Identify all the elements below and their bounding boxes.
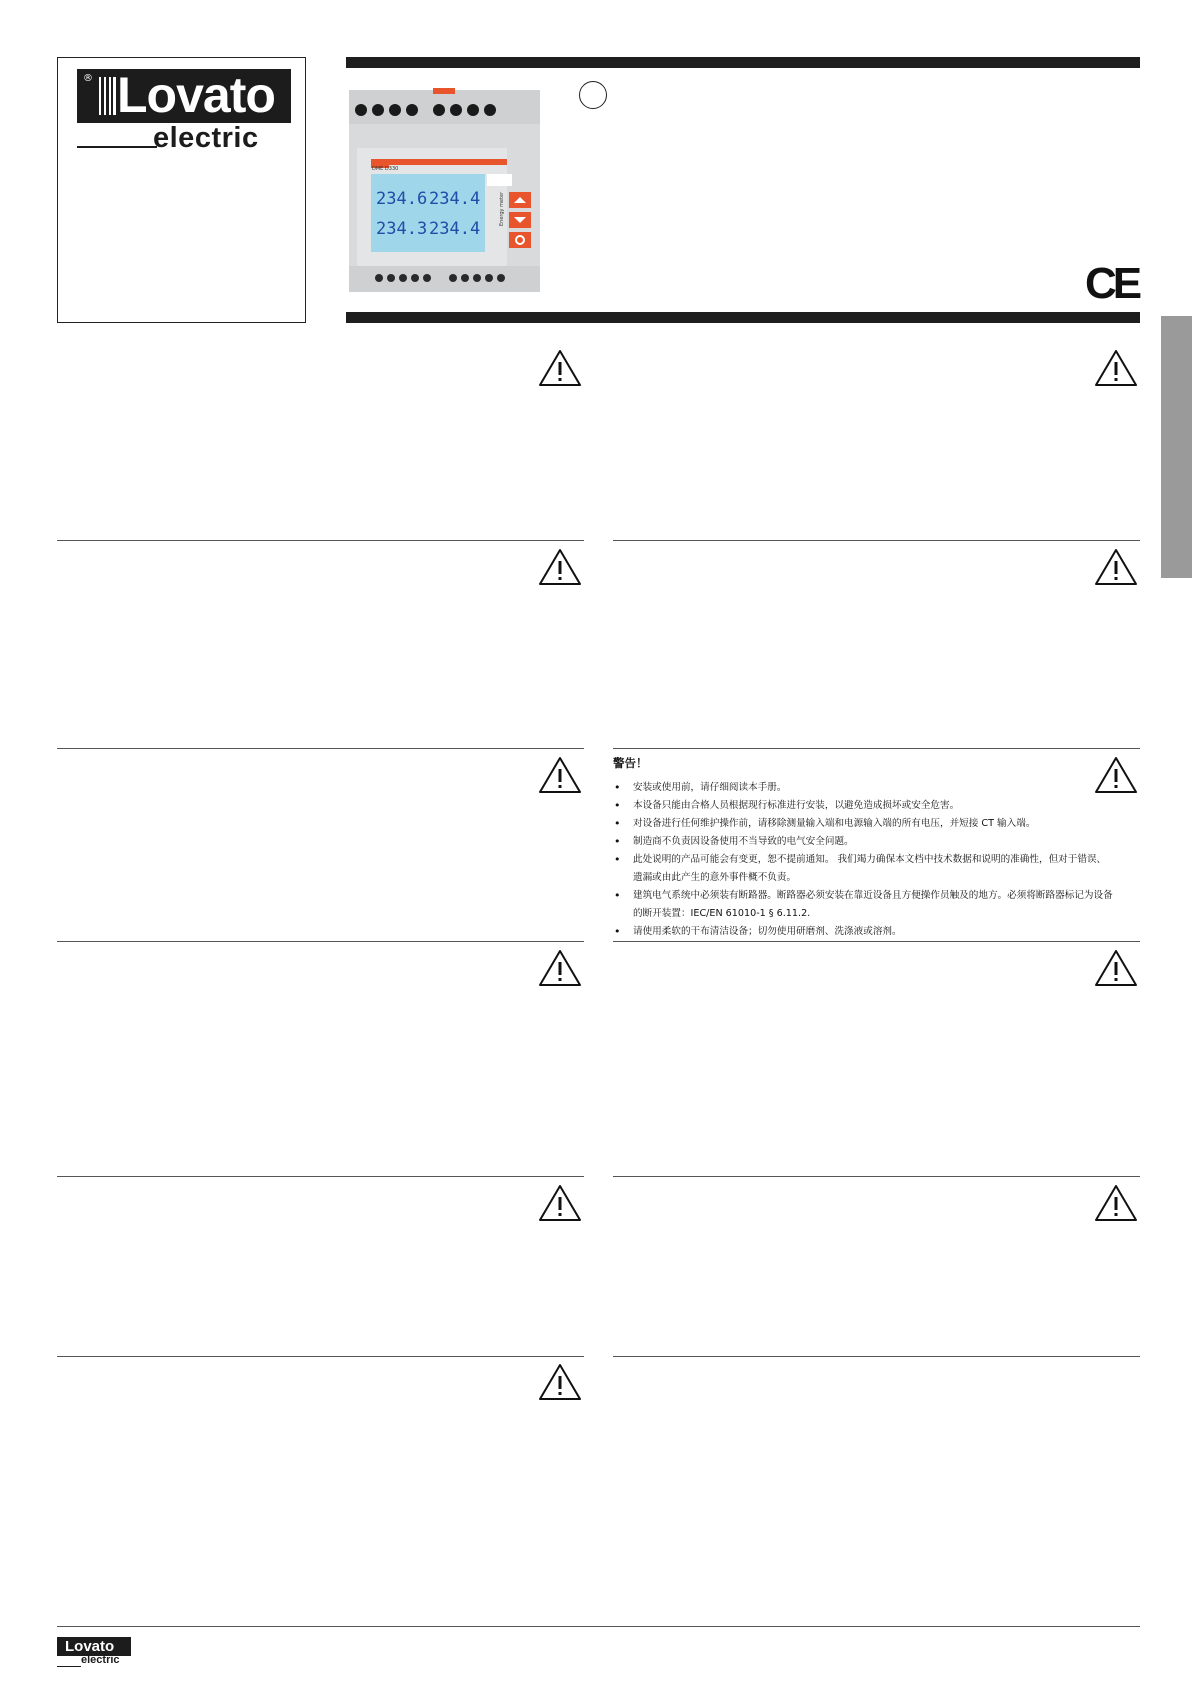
warning-item: • 安装或使用前，请仔细阅读本手册。 <box>613 779 1113 797</box>
footer-brand-name: Lovato <box>65 1638 115 1655</box>
logo-bars-icon <box>99 77 115 115</box>
brand-logo <box>77 69 291 123</box>
brand-sub: electric <box>153 122 259 154</box>
header-bottom-bar <box>346 312 1140 323</box>
display-reading-1: 234.6 <box>376 189 428 209</box>
warning-triangle-icon <box>1094 1184 1138 1222</box>
brand-logo-box <box>57 57 306 323</box>
warning-title: 警告！ <box>613 756 648 770</box>
section-divider <box>57 540 584 541</box>
section-divider <box>57 941 584 942</box>
section-divider <box>613 1176 1140 1177</box>
warning-item: • 此处说明的产品可能会有变更，恕不提前通知。 我们竭力确保本文档中技术数据和说明的准确性，但对于错误、遗漏或由此产生的意外事件概不负责。 <box>613 851 1113 887</box>
section-divider <box>613 1356 1140 1357</box>
warning-triangle-icon <box>538 1184 582 1222</box>
ce-mark: CE <box>1085 259 1139 308</box>
warning-item: • 本设备只能由合格人员根据现行标准进行安装，以避免造成损坏或安全危害。 <box>613 797 1113 815</box>
language-side-tab <box>1161 316 1192 578</box>
display-reading-4: 234.4 <box>429 219 481 239</box>
section-divider <box>57 748 584 749</box>
footer-brand-sub: electric <box>81 1654 120 1666</box>
warning-item: • 对设备进行任何维护操作前，请移除测量输入端和电源输入端的所有电压，并短接 CT 输入端。 <box>613 815 1113 833</box>
section-divider <box>613 941 1140 942</box>
section-divider <box>57 1356 584 1357</box>
device-photo <box>349 88 540 294</box>
warning-item: • 建筑电气系统中必须装有断路器。断路器必须安装在靠近设备且方便操作员触及的地方。必须将断路器标记为设备的断开装置：IEC/EN 61010-1 § 6.11.2. <box>613 887 1113 923</box>
registered-mark: ® <box>83 73 93 84</box>
warning-item: • 制造商不负责因设备使用不当导致的电气安全问题。 <box>613 833 1113 851</box>
warning-triangle-icon <box>538 756 582 794</box>
warning-triangle-icon <box>1094 349 1138 387</box>
logo-underline <box>77 146 157 148</box>
section-divider <box>613 540 1140 541</box>
warning-triangle-icon <box>1094 548 1138 586</box>
display-reading-3: 234.3 <box>376 219 428 239</box>
footer-logo-underline <box>57 1666 81 1667</box>
warning-triangle-icon <box>538 949 582 987</box>
device-side-label: Energy meter <box>499 191 505 226</box>
header-top-bar <box>346 57 1140 68</box>
warning-triangle-icon <box>1094 949 1138 987</box>
warning-triangle-icon <box>538 349 582 387</box>
warning-triangle-icon <box>538 548 582 586</box>
warning-section-cn <box>613 755 1113 941</box>
warning-triangle-icon <box>538 1363 582 1401</box>
section-divider <box>613 748 1140 749</box>
footer-logo <box>57 1637 131 1669</box>
section-divider <box>57 1176 584 1177</box>
brand-name: Lovato <box>117 67 275 123</box>
device-model: DME D330 <box>372 166 399 172</box>
circle-icon <box>579 81 607 109</box>
warning-item: • 请使用柔软的干布清洁设备；切勿使用研磨剂、洗涤液或溶剂。 <box>613 923 1113 941</box>
display-reading-2: 234.4 <box>429 189 481 209</box>
footer-divider <box>57 1626 1140 1627</box>
